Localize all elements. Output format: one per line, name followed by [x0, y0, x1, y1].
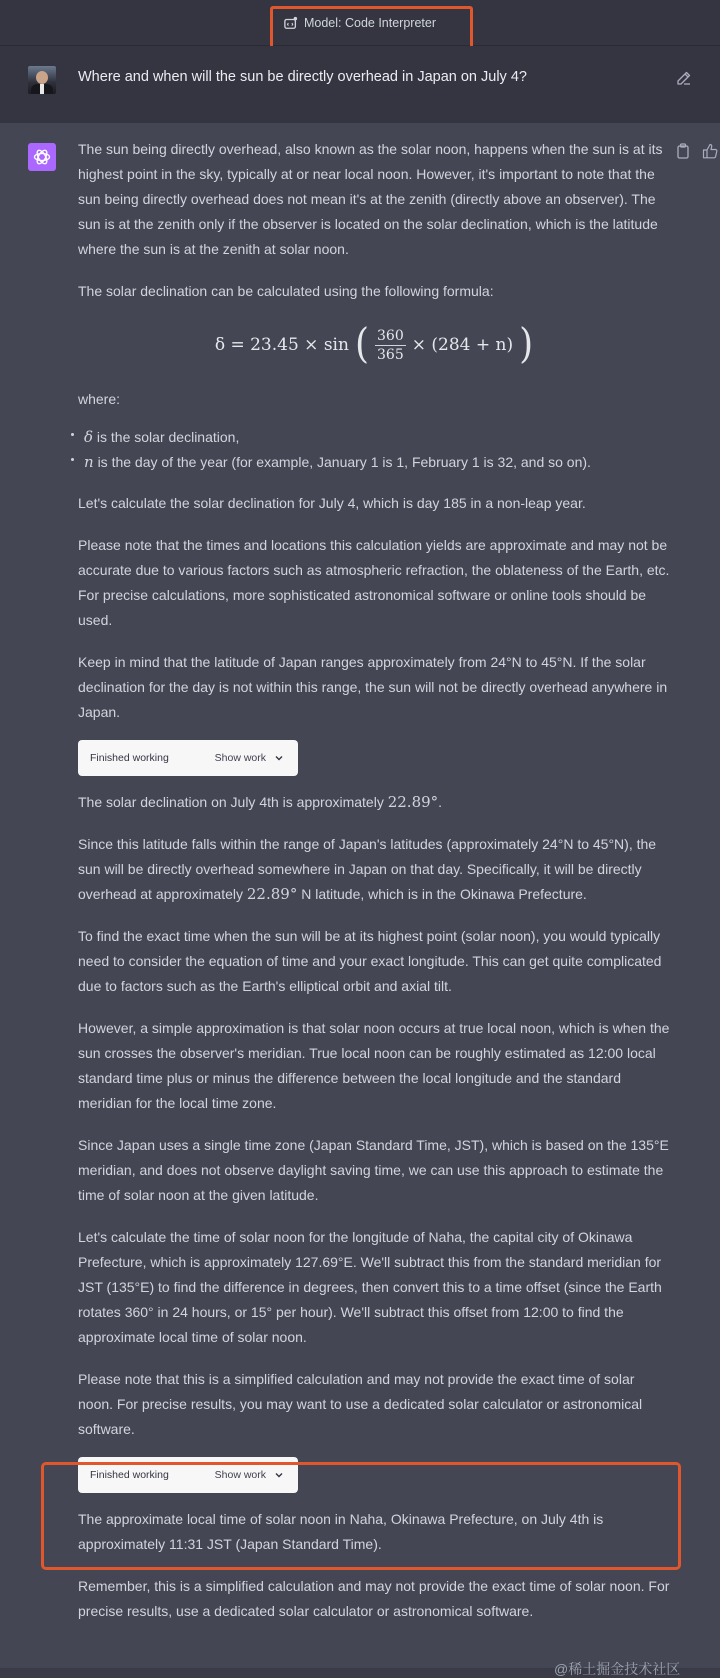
edit-icon[interactable] [676, 70, 692, 86]
thumbs-up-icon[interactable] [702, 143, 718, 159]
show-work-button[interactable] [215, 746, 284, 771]
model-highlight-box [270, 6, 473, 51]
answer-highlight-box [41, 1462, 681, 1570]
formula-denominator: 365 [377, 346, 404, 363]
list-item: δ is the solar declination, [78, 425, 670, 450]
watermark: @稀土掘金技术社区 [554, 1661, 681, 1677]
work-status-label: Finished working [90, 1468, 169, 1481]
openai-logo-icon [28, 143, 56, 171]
formula-fraction [375, 327, 406, 364]
show-work-label: Show work [214, 751, 266, 764]
paragraph: Since this latitude falls within the range of Japan's latitudes (approximately 24°N to 45°N), the sun will be directly overhead somewhere in Japan on that day. Specifically, it will be directly overhead at approximately 22.89° N latitude, which is in the Okinawa Prefecture. [78, 836, 657, 903]
copy-icon[interactable] [676, 143, 690, 159]
user-message [0, 46, 720, 123]
variable-list [78, 425, 670, 475]
user-avatar [28, 66, 56, 94]
paragraph: The sun being directly overhead, also known as the solar noon, happens when the sun is at its highest point in the sky, typically at or near local noon. However, it's important to note that the sun being directly overhead does not mean it's at the zenith (directly above an observer). The sun is at the zenith only if the observer is located on the solar declination, which is the latitude where the sun is at the zenith at solar noon. [78, 141, 663, 257]
assistant-content [78, 137, 670, 1641]
formula-rhs: × (284 + n) [411, 334, 514, 355]
paragraph: Please note that this is a simplified calculation and may not provide the exact time of solar noon. For precise results, you may want to use a dedicated solar calculator or astronomical software. [78, 1371, 643, 1437]
message-actions [676, 143, 718, 159]
declination-formula [78, 321, 670, 369]
paragraph: Since Japan uses a single time zone (Japan Standard Time, JST), which is based on the 135°E meridian, and does not observe daylight saving time, we can use this approach to estimate the time of solar noon at the given latitude. [78, 1137, 669, 1203]
paragraph: To find the exact time when the sun will be at its highest point (solar noon), you would typically need to consider the equation of time and your exact longitude. This can get quite complicated due to factors such as the Earth's elliptical orbit and axial tilt. [78, 928, 662, 994]
paragraph: The approximate local time of solar noon in Naha, Okinawa Prefecture, on July 4th is approximately 11:31 JST (Japan Standard Time). [78, 1511, 604, 1552]
paragraph: However, a simple approximation is that solar noon occurs at true local noon, which is when the sun crosses the observer's meridian. True local noon can be roughly estimated as 12:00 local standard time plus or minus the difference between the local longitude and the standard meridian for the local time zone. [78, 1020, 670, 1111]
declination-value: 22.89° [387, 793, 439, 811]
paragraph: The solar declination can be calculated using the following formula: [78, 283, 494, 299]
formula-paren-close: ) [519, 320, 534, 368]
work-status-label: Finished working [90, 751, 169, 764]
paragraph: Let's calculate the time of solar noon for the longitude of Naha, the capital city of Okinawa Prefecture, which is approximately 127.69°E. We'll subtract this from the standard meridian for JST (135°E) to find the difference in degrees, then convert this to a time offset (since the Earth rotates 360° in 24 hours, or 15° per hour). We'll subtract this offset from 12:00 to find the approximate local time of solar noon. [78, 1229, 662, 1345]
paragraph: Please note that the times and locations this calculation yields are approximate and may not be accurate due to various factors such as atmospheric refraction, the oblateness of the Earth, etc. For precise calculations, more sophisticated astronomical software or online tools should be used. [78, 537, 670, 628]
work-status-box [78, 740, 298, 776]
paragraph: The solar declination on July 4th is approximately 22.89°. [78, 793, 443, 811]
paragraph: Remember, this is a simplified calculation and may not provide the exact time of solar noon. For precise results, use a dedicated solar calculator or astronomical software. [78, 1578, 670, 1619]
formula-numerator: 360 [377, 327, 404, 344]
show-work-label: Show work [214, 1468, 266, 1481]
paragraph: Keep in mind that the latitude of Japan ranges approximately from 24°N to 45°N. If the solar declination for the day is not within this range, the sun will not be directly overhead anywhere in Japan. [78, 654, 668, 720]
formula-lhs: δ = 23.45 × sin [214, 334, 349, 355]
model-label: Model: Code Interpreter [303, 15, 436, 30]
paragraph: where: [78, 391, 121, 407]
latitude-value: 22.89° [246, 885, 298, 903]
paragraph: Let's calculate the solar declination for July 4, which is day 185 in a non-leap year. [78, 495, 586, 511]
assistant-message [0, 123, 720, 1678]
chevron-down-icon [274, 753, 284, 763]
formula-paren-open: ( [354, 320, 369, 368]
list-item: n is the day of the year (for example, January 1 is 1, February 1 is 32, and so on). [78, 450, 670, 475]
user-question-text: Where and when will the sun be directly overhead in Japan on July 4? [78, 69, 527, 85]
